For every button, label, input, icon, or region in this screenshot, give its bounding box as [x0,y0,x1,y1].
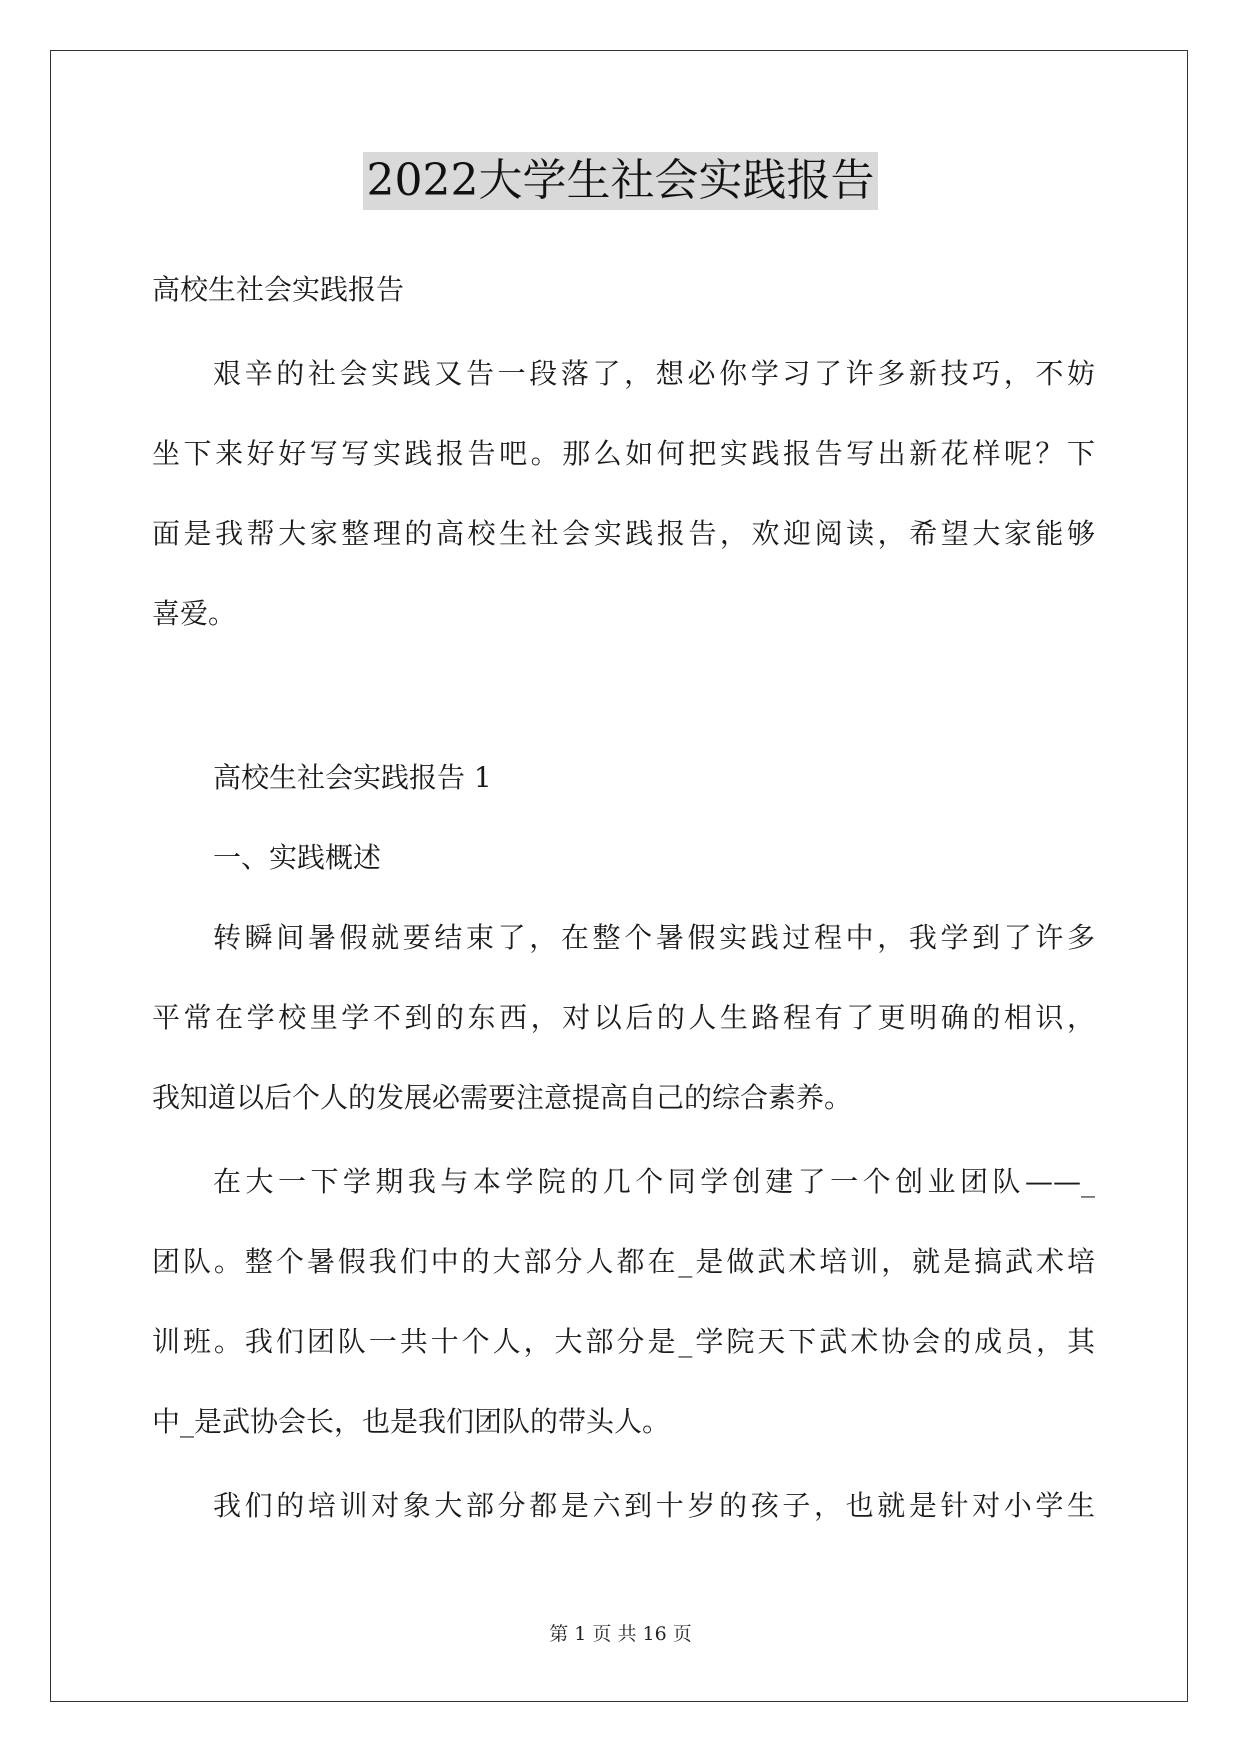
section-heading: 高校生社会实践报告 1 [213,761,492,794]
para2-line-1: 在大一下学期我与本学院的几个同学创建了一个创业团队——_ [213,1165,1095,1198]
para1-line-1: 转瞬间暑假就要结束了，在整个暑假实践过程中，我学到了许多 [213,921,1095,954]
document-subtitle: 高校生社会实践报告 [152,273,405,306]
para2-line-4: 中_是武协会长，也是我们团队的带头人。 [152,1405,671,1438]
para1-line-2: 平常在学校里学不到的东西，对以后的人生路程有了更明确的相识， [152,1001,1095,1034]
intro-line-4: 喜爱。 [152,597,237,630]
subsection-heading: 一、实践概述 [213,841,382,874]
page-footer: 第 1 页 共 16 页 [549,1623,692,1645]
title-container [0,152,1241,210]
para3-line-1: 我们的培训对象大部分都是六到十岁的孩子，也就是针对小学生 [213,1489,1095,1522]
intro-line-3: 面是我帮大家整理的高校生社会实践报告，欢迎阅读，希望大家能够 [152,517,1095,550]
intro-line-2: 坐下来好好写写实践报告吧。那么如何把实践报告写出新花样呢？下 [152,437,1095,470]
para2-line-3: 训班。我们团队一共十个人，大部分是_学院天下武术协会的成员，其 [152,1325,1095,1358]
para2-line-2: 团队。整个暑假我们中的大部分人都在_是做武术培训，就是搞武术培 [152,1245,1095,1278]
document-title: 2022大学生社会实践报告 [363,152,879,210]
para1-line-3: 我知道以后个人的发展必需要注意提高自己的综合素养。 [152,1081,853,1114]
intro-line-1: 艰辛的社会实践又告一段落了，想必你学习了许多新技巧，不妨 [213,357,1095,390]
